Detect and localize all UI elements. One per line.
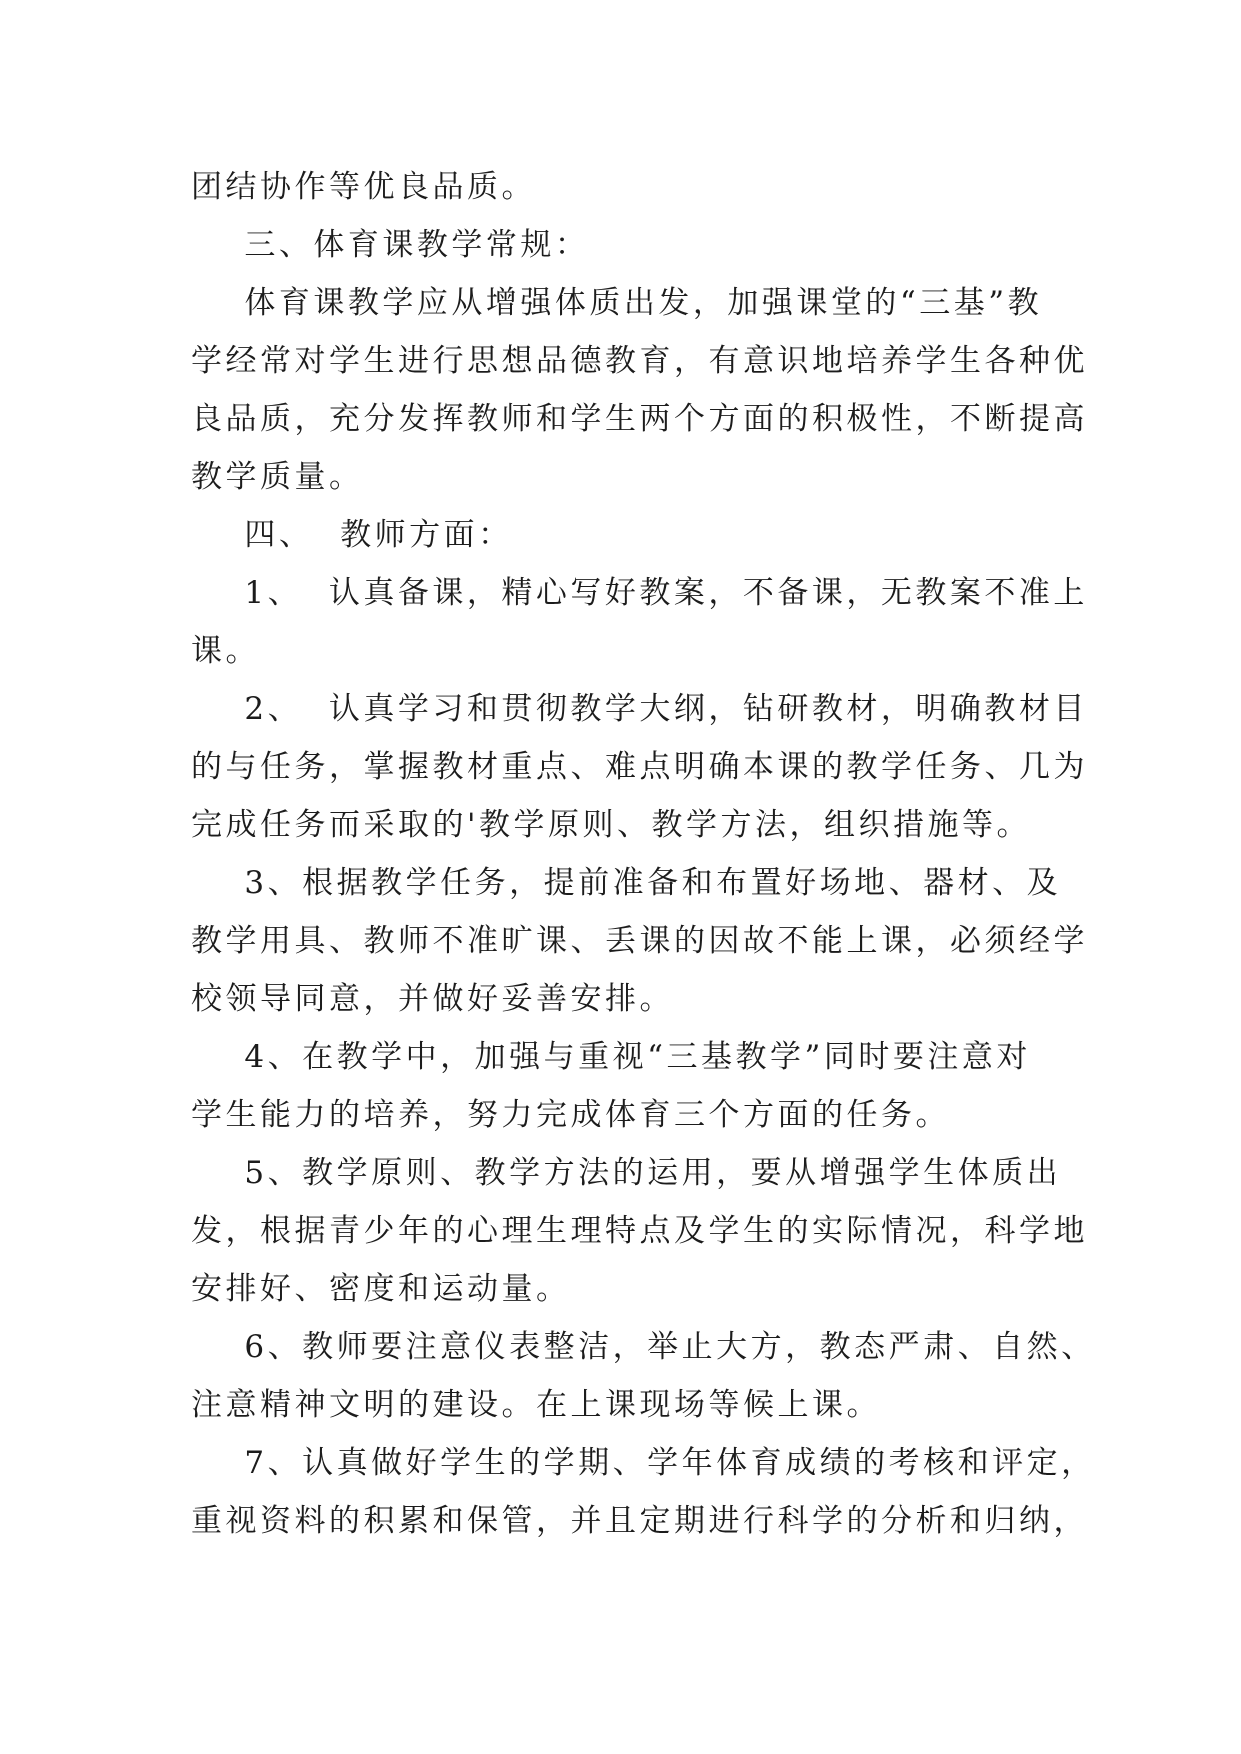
list-item-1: 1、 认真备课，精心写好教案，不备课，无教案不准上 [191,575,1088,611]
document-body [191,158,1096,1550]
list-item-5: 5、教学原则、教学方法的运用，要从增强学生体质出 [191,1155,1062,1191]
list-item-4: 4、在教学中，加强与重视“三基教学”同时要注意对 [191,1039,1031,1075]
text-line: 的与任务，掌握教材重点、难点明确本课的教学任务、几为 [191,749,1088,785]
text-line: 教学质量。 [191,459,364,495]
text-line: 发，根据青少年的心理生理特点及学生的实际情况，科学地 [191,1213,1088,1249]
list-item-7: 7、认真做好学生的学期、学年体育成绩的考核和评定， [191,1445,1096,1481]
text-line: 学经常对学生进行思想品德教育，有意识地培养学生各种优 [191,343,1088,379]
text-line: 良品质，充分发挥教师和学生两个方面的积极性，不断提高 [191,401,1088,437]
text-line: 体育课教学应从增强体质出发，加强课堂的“三基”教 [191,285,1043,321]
text-line: 安排好、密度和运动量。 [191,1271,571,1307]
list-item-3: 3、根据教学任务，提前准备和布置好场地、器材、及 [191,865,1062,901]
section-heading-4: 四、 教师方面： [191,517,513,553]
text-line: 学生能力的培养，努力完成体育三个方面的任务。 [191,1097,950,1133]
text-line: 团结协作等优良品质。 [191,169,536,205]
text-line: 重视资料的积累和保管，并且定期进行科学的分析和归纳， [191,1503,1088,1539]
list-item-6: 6、教师要注意仪表整洁，举止大方，教态严肃、自然、 [191,1329,1096,1365]
text-line: 课。 [191,633,260,669]
text-line: 校领导同意，并做好妥善安排。 [191,981,674,1017]
text-line: 教学用具、教师不准旷课、丢课的因故不能上课，必须经学 [191,923,1088,959]
text-line: 注意精神文明的建设。在上课现场等候上课。 [191,1387,881,1423]
section-heading-3: 三、体育课教学常规： [191,227,590,263]
list-item-2: 2、 认真学习和贯彻教学大纲，钻研教材，明确教材目 [191,691,1088,727]
text-line: 完成任务而采取的'教学原则、教学方法，组织措施等。 [191,807,1032,843]
